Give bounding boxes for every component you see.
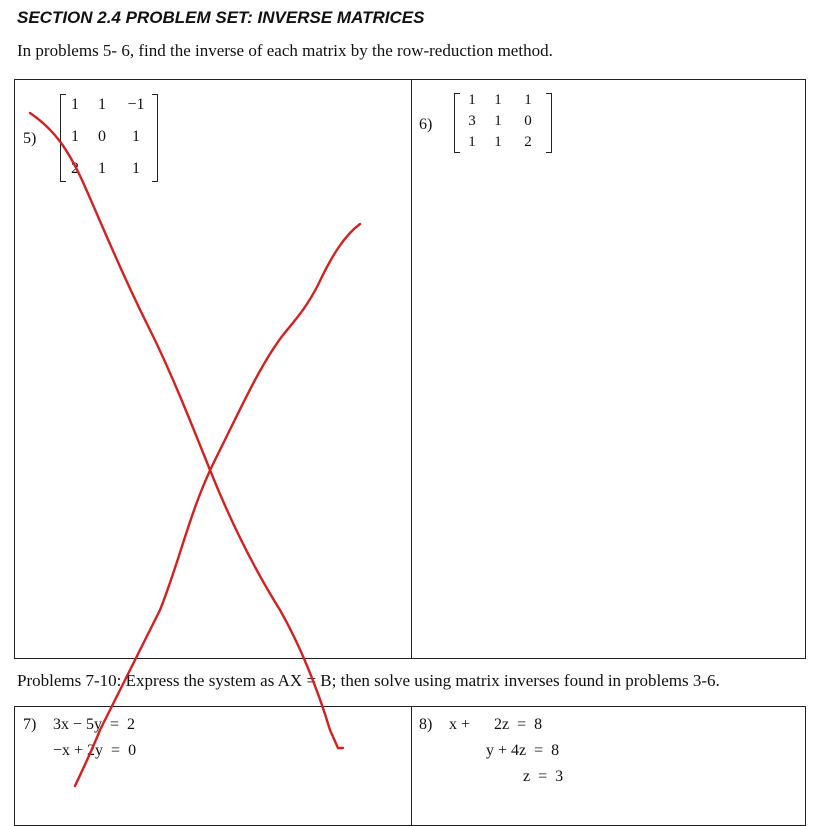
matrix-cell: 1 (71, 96, 79, 113)
matrix-cell: 0 (524, 113, 532, 129)
equation-line: 3x − 5y = 2 (53, 716, 136, 733)
problem-6-matrix (454, 93, 554, 155)
matrix-cell: −1 (127, 96, 145, 113)
problem-7-label: 7) (23, 716, 37, 733)
matrix-cell: 1 (132, 160, 140, 177)
problem-7-box (14, 706, 412, 826)
section-title: SECTION 2.4 PROBLEM SET: INVERSE MATRICES (17, 8, 425, 27)
problem-8-label: 8) (419, 716, 433, 733)
equation-line: x + 2z = 8 (449, 716, 543, 733)
right-bracket (546, 93, 552, 153)
problem-6-label: 6) (419, 116, 433, 133)
equation-line: z = 3 (523, 768, 564, 785)
matrix-cell: 2 (524, 134, 532, 150)
right-bracket (152, 94, 158, 182)
problem-5-matrix (60, 94, 160, 184)
matrix-cell: 1 (98, 96, 106, 113)
problem-5-box (14, 79, 412, 659)
equation-line: −x + 2y = 0 (53, 742, 137, 759)
matrix-cell: 1 (132, 128, 140, 145)
matrix-cell: 1 (468, 134, 476, 150)
matrix-cell: 1 (494, 113, 502, 129)
matrix-cell: 1 (494, 92, 502, 108)
problem-6-box (411, 79, 806, 659)
problem-8-box (411, 706, 806, 826)
matrix-cell: 3 (468, 113, 476, 129)
instruction-text-2: Problems 7-10: Express the system as AX = B; then solve using matrix inverses found in problems 3-6. (17, 671, 720, 690)
matrix-cell: 1 (71, 128, 79, 145)
matrix-cell: 1 (524, 92, 532, 108)
problem-5-label: 5) (23, 130, 37, 147)
matrix-cell: 1 (98, 160, 106, 177)
instruction-text: In problems 5- 6, find the inverse of each matrix by the row-reduction method. (17, 41, 553, 60)
matrix-cell: 0 (98, 128, 106, 145)
matrix-cell: 2 (71, 160, 79, 177)
matrix-cell: 1 (494, 134, 502, 150)
matrix-cell: 1 (468, 92, 476, 108)
equation-line: y + 4z = 8 (486, 742, 560, 759)
